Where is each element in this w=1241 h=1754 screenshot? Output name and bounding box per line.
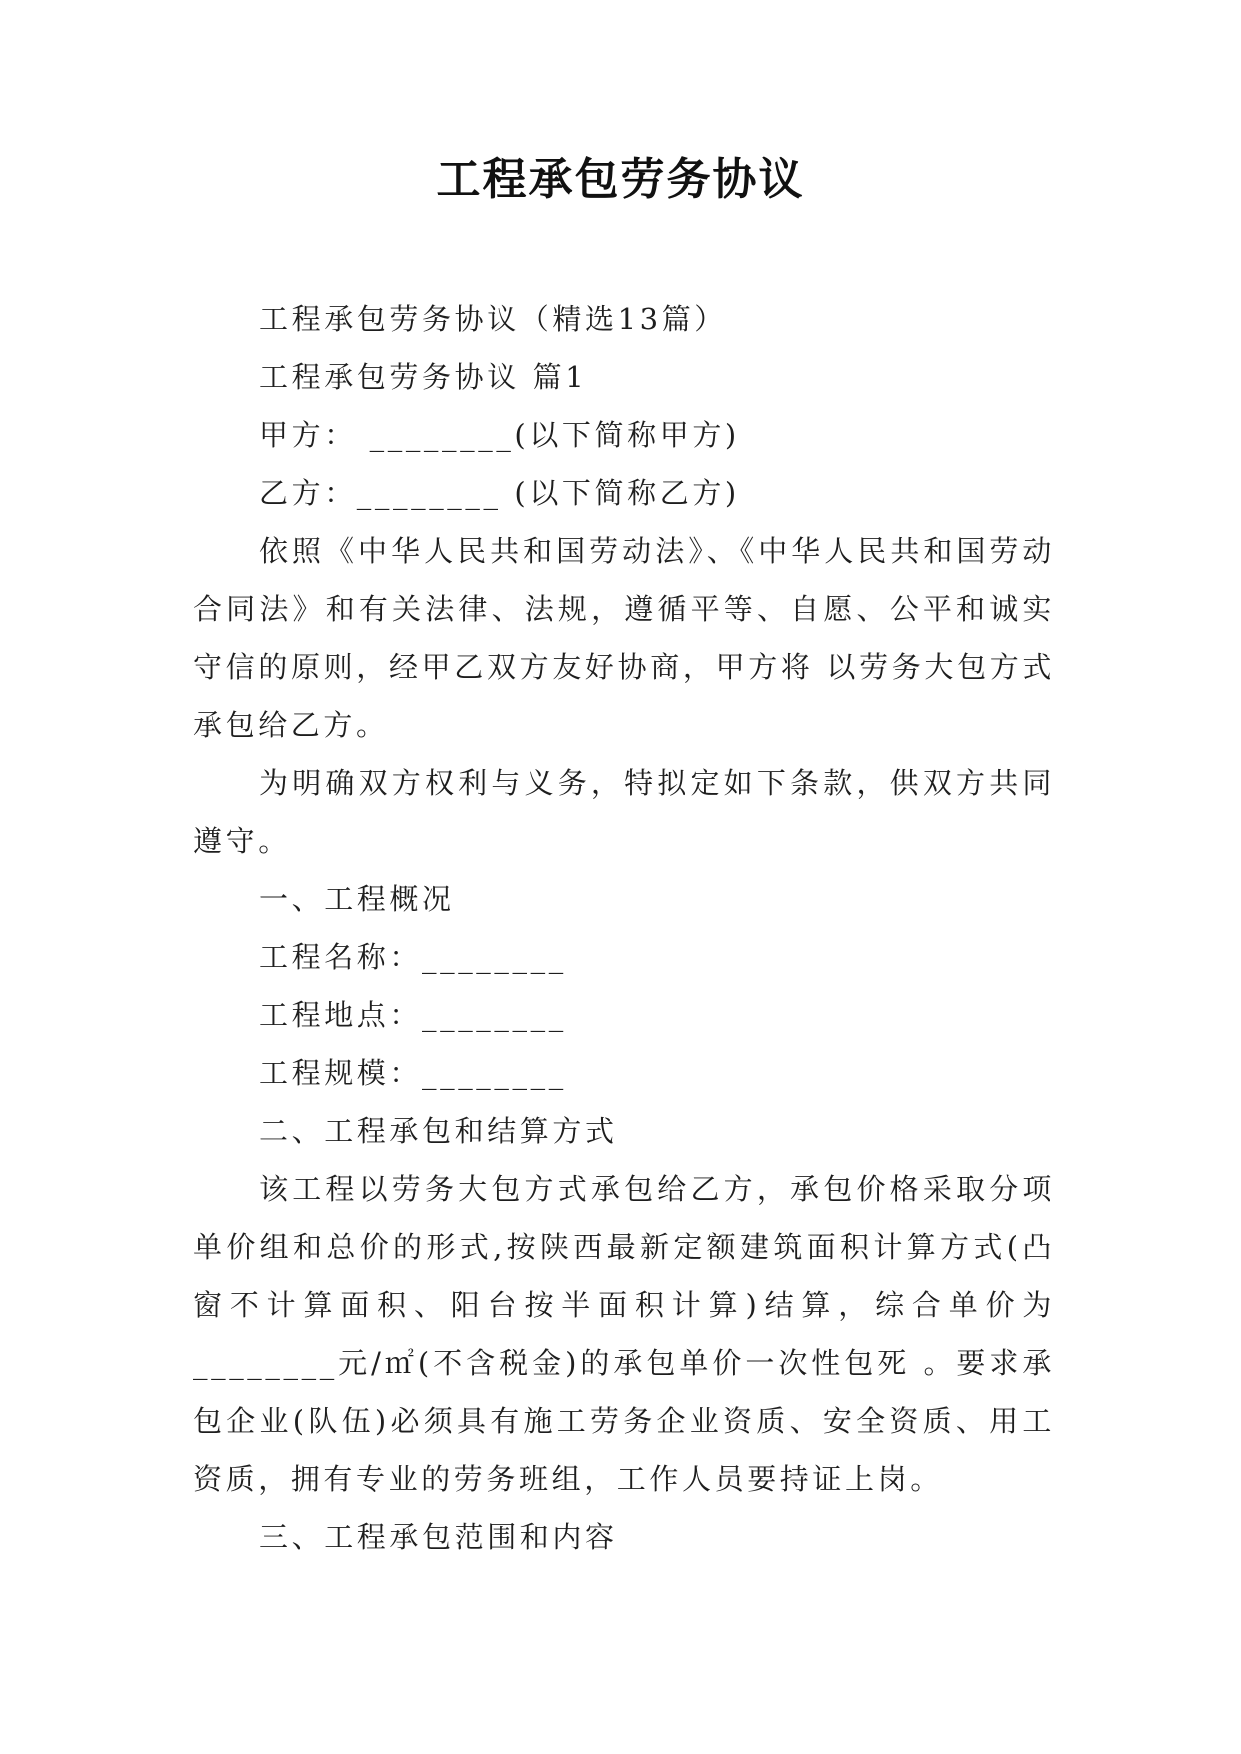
paragraph-heading-settlement: 二、工程承包和结算方式: [259, 1114, 618, 1148]
paragraph-legal-basis: 依照《中华人民共和国劳动法》、《中华人民共和国劳动合同法》和有关法律、法规，遵循平等、自愿、公平和诚实守信的原则，经甲乙双方友好协商，甲方将 以劳务大包方式承包给乙方。: [193, 534, 1055, 742]
paragraph-project-scale: 工程规模：________: [259, 1056, 567, 1090]
document-title: 工程承包劳务协议: [436, 154, 805, 205]
paragraph-heading-overview: 一、工程概况: [259, 882, 455, 916]
paragraph-settlement-terms: 该工程以劳务大包方式承包给乙方，承包价格采取分项单价组和总价的形式,按陕西最新定额建筑面积计算方式(凸窗不计算面积、阳台按半面积计算)结算，综合单价为________元/㎡(不含税金)的承包单价一次性包死 。要求承包企业(队伍)必须具有施工劳务企业资质、安全资质、用工资质，拥有专业的劳务班组，工作人员要持证上岗。: [193, 1172, 1055, 1496]
paragraph-project-location: 工程地点：________: [259, 998, 567, 1032]
paragraph-purpose: 为明确双方权利与义务，特拟定如下条款，供双方共同遵守。: [193, 766, 1055, 858]
paragraph-heading-scope: 三、工程承包范围和内容: [259, 1520, 618, 1554]
paragraph-party-b: 乙方：________ (以下简称乙方): [259, 476, 740, 510]
paragraph-project-name: 工程名称：________: [259, 940, 567, 974]
paragraph-subtitle: 工程承包劳务协议（精选13篇）: [259, 302, 727, 336]
paragraph-party-a: 甲方： ________(以下简称甲方): [259, 418, 740, 452]
document-body: [193, 290, 1055, 1566]
paragraph-section-heading: 工程承包劳务协议 篇1: [259, 360, 588, 394]
